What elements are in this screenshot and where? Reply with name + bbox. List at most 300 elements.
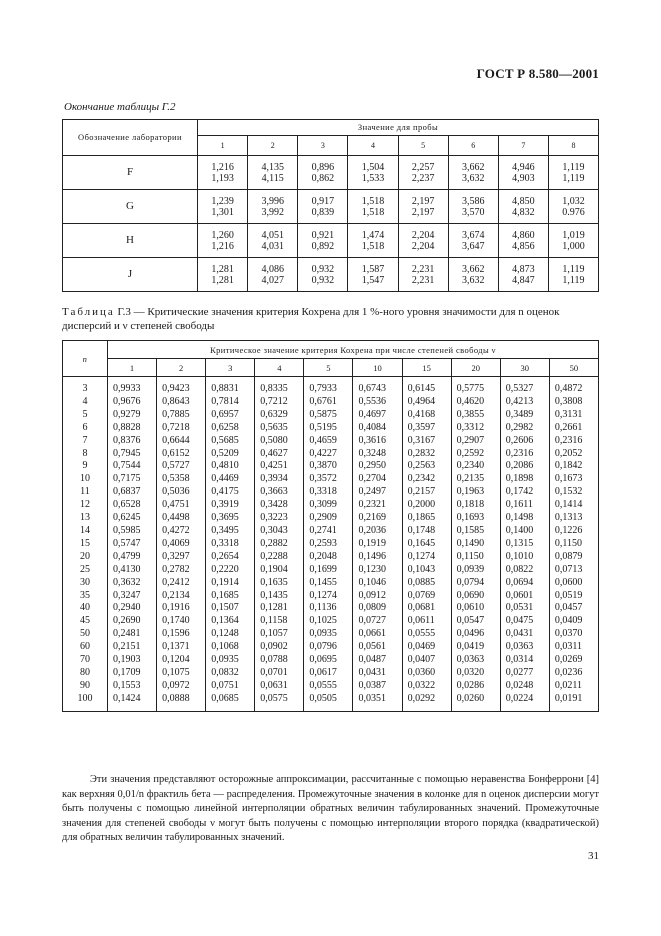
critical-value: 0,0211 <box>549 680 598 693</box>
critical-value: 0,6329 <box>255 409 304 422</box>
critical-value: 0,0661 <box>353 628 402 641</box>
dof-column: 1 <box>108 359 157 377</box>
critical-value: 0,1057 <box>255 628 304 641</box>
sample-header: Значение для пробы <box>198 120 599 136</box>
cell-value: 4,856 <box>512 240 535 252</box>
cell-value: 0,862 <box>311 172 335 184</box>
cell-value: 1,000 <box>562 240 585 252</box>
critical-value: 0,3663 <box>255 486 304 499</box>
critical-value: 0,3318 <box>304 486 353 499</box>
critical-value: 0,3616 <box>353 435 402 448</box>
cell-value: 0,896 <box>311 161 335 173</box>
critical-value: 0,1532 <box>549 486 598 499</box>
n-value: 12 <box>80 499 90 511</box>
critical-value: 0,0935 <box>206 654 255 667</box>
critical-value: 0,6145 <box>402 383 451 396</box>
critical-value: 0,2497 <box>353 486 402 499</box>
critical-value: 0,0505 <box>304 693 353 711</box>
n-value: 50 <box>80 628 90 640</box>
critical-value: 0,1709 <box>108 667 157 680</box>
column-number: 4 <box>348 136 398 156</box>
critical-value: 0,8828 <box>108 422 157 435</box>
critical-value: 0,0370 <box>549 628 598 641</box>
table-row <box>63 590 599 603</box>
cell-values <box>348 190 398 224</box>
critical-value: 0,1364 <box>206 615 255 628</box>
dof-column: 15 <box>402 359 451 377</box>
dof-column: 4 <box>255 359 304 377</box>
cell-values <box>198 258 248 292</box>
critical-value: 0,6644 <box>157 435 206 448</box>
n-value: 45 <box>80 615 90 627</box>
cell-value: 3,996 <box>261 195 284 207</box>
n-value: 70 <box>80 654 90 666</box>
critical-value: 0,0320 <box>451 667 500 680</box>
critical-value: 0,0547 <box>451 615 500 628</box>
table-row <box>63 615 599 628</box>
group-header: Критическое значение критерия Кохрена при числе степеней свободы ν <box>108 341 599 359</box>
cell-value: 1,216 <box>211 240 234 252</box>
critical-value: 0,2134 <box>157 590 206 603</box>
critical-value: 0,0387 <box>353 680 402 693</box>
cell-values <box>298 258 348 292</box>
cell-value: 2,237 <box>411 172 435 184</box>
critical-value: 0,3248 <box>353 448 402 461</box>
table-row <box>63 396 599 409</box>
n-value: 10 <box>80 473 90 485</box>
critical-value: 0,0363 <box>451 654 500 667</box>
critical-value: 0,3495 <box>206 525 255 538</box>
critical-value: 0,5685 <box>206 435 255 448</box>
table-row <box>63 422 599 435</box>
critical-value: 0,3808 <box>549 396 598 409</box>
n-value: 3 <box>82 383 88 394</box>
cell-value: 1,301 <box>211 206 234 218</box>
critical-value: 0,2690 <box>108 615 157 628</box>
critical-value: 0,3695 <box>206 512 255 525</box>
cell-values <box>248 190 298 224</box>
critical-value: 0,1916 <box>157 602 206 615</box>
critical-value: 0,9933 <box>108 383 157 396</box>
critical-value: 0,4810 <box>206 460 255 473</box>
cell-value: 4,946 <box>512 161 535 173</box>
cell-values <box>398 224 448 258</box>
table-row <box>63 680 599 693</box>
critical-value: 0,5635 <box>255 422 304 435</box>
critical-value: 0,2169 <box>353 512 402 525</box>
table-row <box>63 693 599 711</box>
critical-value: 0,5727 <box>157 460 206 473</box>
critical-value: 0,0431 <box>353 667 402 680</box>
table-row <box>63 473 599 486</box>
critical-value: 0,1740 <box>157 615 206 628</box>
cell-values <box>198 190 248 224</box>
column-number: 2 <box>248 136 298 156</box>
critical-value: 0,2151 <box>108 641 157 654</box>
critical-value: 0,1435 <box>255 590 304 603</box>
critical-value: 0,5327 <box>500 383 549 396</box>
dof-column: 2 <box>157 359 206 377</box>
n-value: 20 <box>80 550 90 562</box>
critical-value: 0,7814 <box>206 396 255 409</box>
critical-value: 0,3131 <box>549 409 598 422</box>
critical-value: 0,0601 <box>500 590 549 603</box>
table-row <box>63 654 599 667</box>
critical-value: 0,2340 <box>451 460 500 473</box>
document-header: ГОСТ Р 8.580—2001 <box>476 66 599 81</box>
lab-code: H <box>63 224 198 258</box>
table-row <box>63 409 599 422</box>
n-value: 9 <box>82 460 88 472</box>
critical-value: 0,0794 <box>451 577 500 590</box>
table-row <box>63 602 599 615</box>
n-value: 25 <box>80 563 90 575</box>
critical-value: 0,5080 <box>255 435 304 448</box>
critical-value: 0,3572 <box>304 473 353 486</box>
cell-value: 4,135 <box>261 161 284 173</box>
column-number: 1 <box>198 136 248 156</box>
table-row <box>63 512 599 525</box>
critical-value: 0,2741 <box>304 525 353 538</box>
critical-value: 0,0681 <box>402 602 451 615</box>
critical-value: 0,0360 <box>402 667 451 680</box>
critical-value: 0,2052 <box>549 448 598 461</box>
critical-value: 0,0409 <box>549 615 598 628</box>
critical-value: 0,0269 <box>549 654 598 667</box>
critical-value: 0,3312 <box>451 422 500 435</box>
critical-value: 0,1699 <box>304 564 353 577</box>
critical-value: 0,1274 <box>402 551 451 564</box>
cell-value: 3,674 <box>461 229 485 241</box>
column-number: 8 <box>548 136 598 156</box>
critical-value: 0,0407 <box>402 654 451 667</box>
critical-value: 0,0322 <box>402 680 451 693</box>
critical-value: 0,1693 <box>451 512 500 525</box>
critical-value: 0,1496 <box>353 551 402 564</box>
critical-value: 0,1685 <box>206 590 255 603</box>
critical-value: 0,0555 <box>402 628 451 641</box>
critical-value: 0,0311 <box>549 641 598 654</box>
cell-value: 4,115 <box>261 172 284 184</box>
cell-value: 0,932 <box>311 274 335 286</box>
table-row <box>63 641 599 654</box>
critical-value: 0,5195 <box>304 422 353 435</box>
cell-value: 2,197 <box>411 206 435 218</box>
critical-value: 0,1596 <box>157 628 206 641</box>
critical-value: 0,1865 <box>402 512 451 525</box>
table-row <box>63 667 599 680</box>
critical-value: 0,0631 <box>255 680 304 693</box>
cell-value: 1,547 <box>361 274 385 286</box>
cell-values <box>448 156 498 190</box>
critical-value: 0,0885 <box>402 577 451 590</box>
n-header: n <box>63 341 108 377</box>
cell-value: 1,518 <box>361 240 385 252</box>
critical-value: 0,0363 <box>500 641 549 654</box>
critical-value: 0,1611 <box>500 499 549 512</box>
cell-value: 0,839 <box>311 206 335 218</box>
table-row <box>63 538 599 551</box>
critical-value: 0,0972 <box>157 680 206 693</box>
critical-value: 0,2909 <box>304 512 353 525</box>
cell-value: 4,086 <box>261 263 284 275</box>
cell-value: 4,031 <box>261 240 284 252</box>
critical-value: 0,0431 <box>500 628 549 641</box>
cell-values <box>498 190 548 224</box>
critical-value: 0,5747 <box>108 538 157 551</box>
table-row <box>63 190 599 224</box>
cell-value: 0,892 <box>311 240 335 252</box>
critical-value: 0,0713 <box>549 564 598 577</box>
table-row <box>63 486 599 499</box>
critical-value: 0,0727 <box>353 615 402 628</box>
critical-value: 0,2288 <box>255 551 304 564</box>
critical-value: 0,8643 <box>157 396 206 409</box>
critical-value: 0,7933 <box>304 383 353 396</box>
cell-values <box>348 258 398 292</box>
critical-value: 0,1230 <box>353 564 402 577</box>
critical-value: 0,1371 <box>157 641 206 654</box>
table-g3 <box>62 340 599 712</box>
critical-value: 0,0879 <box>549 551 598 564</box>
dof-column: 3 <box>206 359 255 377</box>
cell-values <box>548 190 598 224</box>
critical-value: 0,6837 <box>108 486 157 499</box>
critical-value: 0,2036 <box>353 525 402 538</box>
critical-value: 0,0769 <box>402 590 451 603</box>
table-g2 <box>62 119 599 292</box>
n-value: 6 <box>82 421 88 433</box>
cell-values <box>448 190 498 224</box>
critical-value: 0,1046 <box>353 577 402 590</box>
cell-value: 1,281 <box>211 263 234 275</box>
table-row <box>63 499 599 512</box>
critical-value: 0,4175 <box>206 486 255 499</box>
cell-value: 4,903 <box>512 172 535 184</box>
critical-value: 0,2412 <box>157 577 206 590</box>
column-number: 7 <box>498 136 548 156</box>
cell-value: 1,193 <box>211 172 234 184</box>
table-row <box>63 435 599 448</box>
critical-value: 0,2882 <box>255 538 304 551</box>
critical-value: 0,2342 <box>402 473 451 486</box>
critical-value: 0,1490 <box>451 538 500 551</box>
critical-value: 0,3318 <box>206 538 255 551</box>
critical-value: 0,3597 <box>402 422 451 435</box>
critical-value: 0,5036 <box>157 486 206 499</box>
critical-value: 0,1455 <box>304 577 353 590</box>
critical-value: 0,2135 <box>451 473 500 486</box>
critical-value: 0,1498 <box>500 512 549 525</box>
critical-value: 0,4084 <box>353 422 402 435</box>
critical-value: 0,4964 <box>402 396 451 409</box>
critical-value: 0,0610 <box>451 602 500 615</box>
critical-value: 0,7885 <box>157 409 206 422</box>
critical-value: 0,5358 <box>157 473 206 486</box>
critical-value: 0,4469 <box>206 473 255 486</box>
critical-value: 0,3223 <box>255 512 304 525</box>
cell-values <box>198 224 248 258</box>
critical-value: 0,0888 <box>157 693 206 711</box>
critical-value: 0,2907 <box>451 435 500 448</box>
cell-value: 1,239 <box>211 195 234 207</box>
table-row <box>63 628 599 641</box>
critical-value: 0,0822 <box>500 564 549 577</box>
critical-value: 0,2593 <box>304 538 353 551</box>
critical-value: 0,0224 <box>500 693 549 711</box>
table-row <box>63 258 599 292</box>
critical-value: 0,0617 <box>304 667 353 680</box>
critical-value: 0,1904 <box>255 564 304 577</box>
cell-values <box>448 258 498 292</box>
critical-value: 0,4799 <box>108 551 157 564</box>
critical-value: 0,2782 <box>157 564 206 577</box>
critical-value: 0,6258 <box>206 422 255 435</box>
critical-value: 0,0260 <box>451 693 500 711</box>
critical-value: 0,0600 <box>549 577 598 590</box>
critical-value: 0,1919 <box>353 538 402 551</box>
critical-value: 0,1150 <box>549 538 598 551</box>
table-row <box>63 577 599 590</box>
critical-value: 0,3632 <box>108 577 157 590</box>
critical-value: 0,0939 <box>451 564 500 577</box>
critical-value: 0,6152 <box>157 448 206 461</box>
critical-value: 0,4227 <box>304 448 353 461</box>
critical-value: 0,4069 <box>157 538 206 551</box>
table-row <box>63 224 599 258</box>
critical-value: 0,2563 <box>402 460 451 473</box>
critical-value: 0,2316 <box>549 435 598 448</box>
critical-value: 0,0277 <box>500 667 549 680</box>
critical-value: 0,7544 <box>108 460 157 473</box>
critical-value: 0,2220 <box>206 564 255 577</box>
critical-value: 0,1673 <box>549 473 598 486</box>
critical-value: 0,3297 <box>157 551 206 564</box>
critical-value: 0,1507 <box>206 602 255 615</box>
critical-value: 0,0935 <box>304 628 353 641</box>
critical-value: 0,0475 <box>500 615 549 628</box>
cell-values <box>398 258 448 292</box>
cell-value: 0.976 <box>562 206 585 218</box>
critical-value: 0,2654 <box>206 551 255 564</box>
cell-value: 3,632 <box>461 274 485 286</box>
critical-value: 0,0248 <box>500 680 549 693</box>
critical-value: 0,0286 <box>451 680 500 693</box>
critical-value: 0,3919 <box>206 499 255 512</box>
n-value: 11 <box>80 486 90 498</box>
cell-values <box>298 224 348 258</box>
critical-value: 0,0701 <box>255 667 304 680</box>
critical-value: 0,1553 <box>108 680 157 693</box>
critical-value: 0,0496 <box>451 628 500 641</box>
critical-value: 0,2940 <box>108 602 157 615</box>
critical-value: 0,4627 <box>255 448 304 461</box>
cell-value: 4,873 <box>512 263 535 275</box>
critical-value: 0,1204 <box>157 654 206 667</box>
cell-value: 1,504 <box>361 161 385 173</box>
n-value: 8 <box>82 447 88 459</box>
critical-value: 0,5875 <box>304 409 353 422</box>
critical-value: 0,3043 <box>255 525 304 538</box>
critical-value: 0,0695 <box>304 654 353 667</box>
critical-value: 0,6957 <box>206 409 255 422</box>
n-value: 35 <box>80 589 90 601</box>
critical-value: 0,0694 <box>500 577 549 590</box>
critical-value: 0,0487 <box>353 654 402 667</box>
critical-value: 0,3428 <box>255 499 304 512</box>
column-number: 6 <box>448 136 498 156</box>
critical-value: 0,0690 <box>451 590 500 603</box>
critical-value: 0,1226 <box>549 525 598 538</box>
cell-value: 4,847 <box>512 274 535 286</box>
cell-value: 2,204 <box>411 229 435 241</box>
table-row <box>63 564 599 577</box>
critical-value: 0,1400 <box>500 525 549 538</box>
critical-value: 0,0809 <box>353 602 402 615</box>
critical-value: 0,1274 <box>304 590 353 603</box>
cell-values <box>498 156 548 190</box>
critical-value: 0,1898 <box>500 473 549 486</box>
cell-values <box>398 156 448 190</box>
critical-value: 0,1281 <box>255 602 304 615</box>
cell-value: 1,587 <box>361 263 385 275</box>
critical-value: 0,3167 <box>402 435 451 448</box>
table-g2-caption: Окончание таблицы Г.2 <box>64 101 176 113</box>
critical-value: 0,4213 <box>500 396 549 409</box>
cell-value: 1,032 <box>562 195 585 207</box>
cell-value: 3,992 <box>261 206 284 218</box>
caption-label: Таблица <box>62 306 115 318</box>
critical-value: 0,3247 <box>108 590 157 603</box>
cell-value: 2,197 <box>411 195 435 207</box>
cell-value: 1,518 <box>361 195 385 207</box>
critical-value: 0,1025 <box>304 615 353 628</box>
critical-value: 0,3870 <box>304 460 353 473</box>
n-value: 30 <box>80 576 90 588</box>
critical-value: 0,3934 <box>255 473 304 486</box>
n-value: 100 <box>77 692 93 704</box>
cell-value: 3,647 <box>461 240 485 252</box>
critical-value: 0,0685 <box>206 693 255 711</box>
note-paragraph: Эти значения представляют осторожные аппроксимации, рассчитанные с помощью неравенства Бонферрони [4] как верхняя 0,01/n фрактиль бета — распределения. Промежуточные значения в колонке для n оценок дисперсии могут быть получены с помощью линейной интерполяции обратных величин табулированных значений. Промежуточные значения для степеней свободы ν могут быть получены с помощью интерполяции второго порядка (квадратической) для обратных величин табулированных значений. <box>62 774 599 843</box>
critical-value: 0,7175 <box>108 473 157 486</box>
n-value: 14 <box>80 524 90 536</box>
critical-value: 0,0788 <box>255 654 304 667</box>
column-number: 3 <box>298 136 348 156</box>
cell-value: 3,586 <box>461 195 485 207</box>
critical-value: 0,0912 <box>353 590 402 603</box>
critical-value: 0,1043 <box>402 564 451 577</box>
cell-value: 3,632 <box>461 172 485 184</box>
critical-value: 0,1313 <box>549 512 598 525</box>
critical-value: 0,4498 <box>157 512 206 525</box>
cell-value: 1,474 <box>361 229 385 241</box>
critical-value: 0,0555 <box>304 680 353 693</box>
critical-value: 0,0292 <box>402 693 451 711</box>
cell-value: 1,216 <box>211 161 234 173</box>
page-number: 31 <box>588 850 599 862</box>
n-value: 90 <box>80 679 90 691</box>
cell-values <box>248 224 298 258</box>
cell-values <box>498 258 548 292</box>
critical-value: 0,9279 <box>108 409 157 422</box>
critical-value: 0,7218 <box>157 422 206 435</box>
critical-value: 0,1136 <box>304 602 353 615</box>
critical-value: 0,3099 <box>304 499 353 512</box>
cell-value: 4,850 <box>512 195 535 207</box>
critical-value: 0,0519 <box>549 590 598 603</box>
n-value: 80 <box>80 666 90 678</box>
